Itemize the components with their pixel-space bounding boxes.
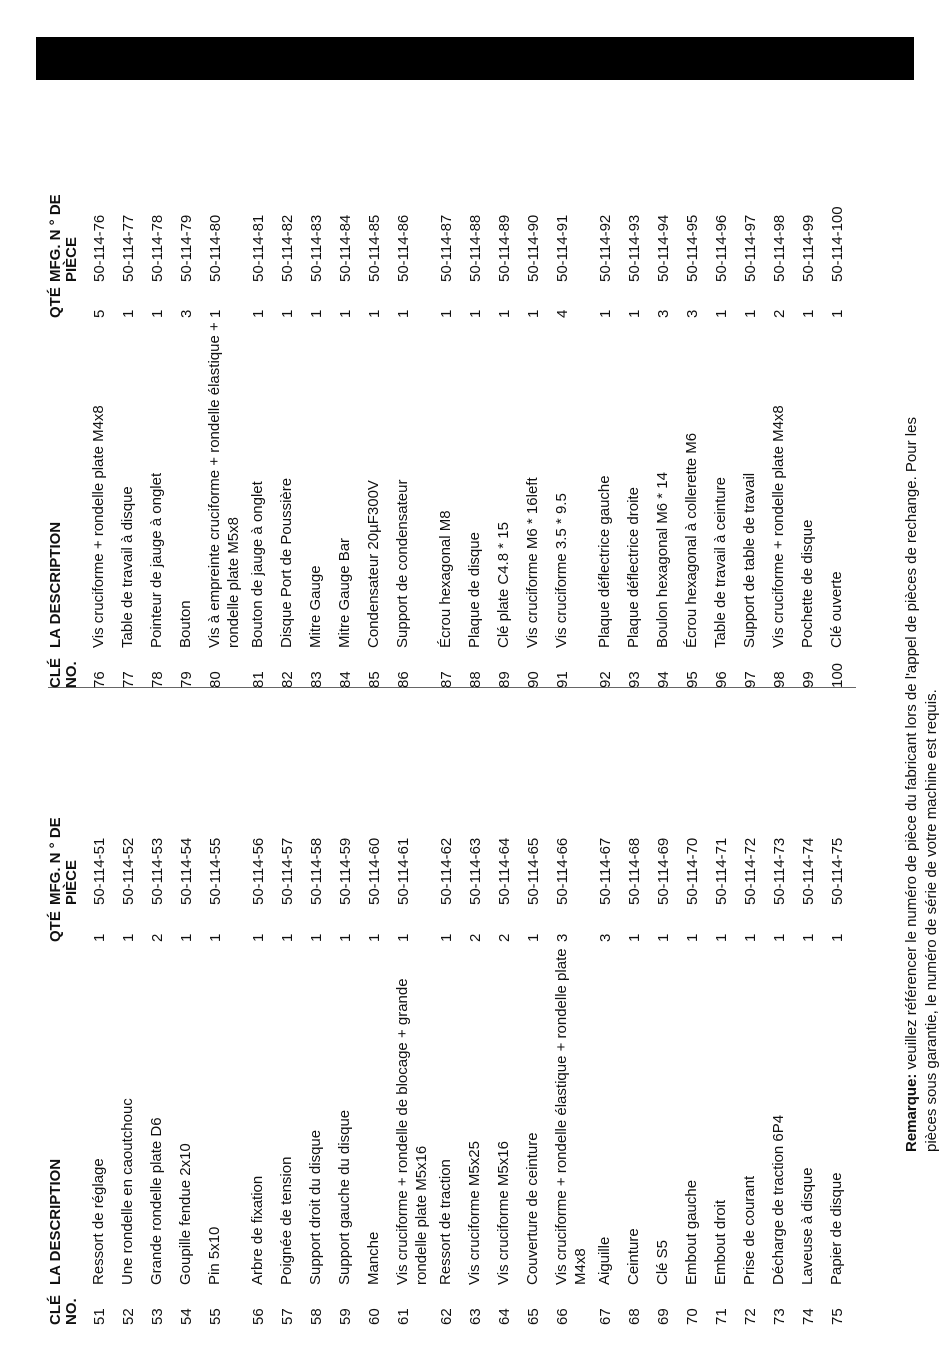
row-qty: 1: [742, 309, 759, 318]
row-part-number: 50-114-94: [655, 214, 672, 282]
row-description: Goupille fendue 2x10: [177, 1143, 194, 1285]
row-key: 80: [207, 671, 224, 688]
remark-label: Remarque:: [903, 1073, 920, 1152]
row-qty: 1: [91, 933, 108, 942]
row-key: 90: [525, 671, 542, 688]
row-key: 88: [467, 671, 484, 688]
row-qty: 3: [684, 309, 701, 318]
row-qty: 1: [525, 309, 542, 318]
row-part-number: 50-114-71: [713, 837, 730, 905]
row-description: Plaque de disque: [466, 532, 483, 648]
row-key: 61: [395, 1308, 412, 1325]
row-qty: 1: [626, 309, 643, 318]
row-key: 65: [525, 1308, 542, 1325]
row-description: Vis à empreinte cruciforme + rondelle élastique + rondelle plate M5x8: [206, 322, 242, 648]
row-key: 85: [366, 671, 383, 688]
row-part-number: 50-114-65: [525, 837, 542, 905]
row-key: 69: [655, 1308, 672, 1325]
row-part-number: 50-114-84: [337, 214, 354, 282]
row-part-number: 50-114-55: [207, 837, 224, 905]
row-qty: 1: [337, 309, 354, 318]
row-key: 77: [120, 671, 137, 688]
row-qty: 1: [337, 933, 354, 942]
row-part-number: 50-114-78: [149, 214, 166, 282]
row-description: Table de travail à disque: [119, 486, 136, 648]
row-qty: 1: [207, 933, 224, 942]
row-qty: 1: [149, 309, 166, 318]
row-key: 62: [438, 1308, 455, 1325]
row-description: Prise de courant: [741, 1175, 758, 1285]
row-key: 67: [597, 1308, 614, 1325]
row-qty: 1: [178, 933, 195, 942]
row-part-number: 50-114-72: [742, 837, 759, 905]
row-part-number: 50-114-79: [178, 214, 195, 282]
row-qty: 5: [91, 309, 108, 318]
row-key: 87: [438, 671, 455, 688]
row-key: 56: [250, 1308, 267, 1325]
row-key: 100: [829, 662, 846, 688]
row-part-number: 50-114-62: [438, 837, 455, 905]
header-part-number: MFG. N ° DE PIÈCE: [47, 817, 80, 905]
row-qty: 1: [207, 309, 224, 318]
row-description: Arbre de fixation: [249, 1175, 266, 1285]
row-qty: 3: [655, 309, 672, 318]
row-part-number: 50-114-61: [395, 837, 412, 905]
row-part-number: 50-114-58: [308, 837, 325, 905]
row-description: Poignée de tension: [278, 1156, 295, 1285]
row-description: Vis cruciforme 3.5 * 9.5: [553, 493, 570, 648]
row-description: Plaque déflectrice droite: [625, 487, 642, 648]
row-key: 81: [250, 671, 267, 688]
row-key: 70: [684, 1308, 701, 1325]
row-part-number: 50-114-52: [120, 837, 137, 905]
row-key: 83: [308, 671, 325, 688]
row-part-number: 50-114-69: [655, 837, 672, 905]
row-key: 73: [771, 1308, 788, 1325]
row-description: Table de travail à ceinture: [712, 477, 729, 648]
row-description: Vis cruciforme M6 * 16left: [524, 477, 541, 648]
row-key: 54: [178, 1308, 195, 1325]
row-part-number: 50-114-82: [279, 214, 296, 282]
row-part-number: 50-114-54: [178, 837, 195, 905]
row-description: Aiguille: [596, 1236, 613, 1285]
row-description: Une rondelle en caoutchouc: [119, 1098, 136, 1285]
row-description: Ressort de traction: [437, 1159, 454, 1285]
row-qty: 2: [467, 933, 484, 942]
row-key: 58: [308, 1308, 325, 1325]
remark-note: [902, 392, 942, 1152]
row-qty: 1: [279, 933, 296, 942]
row-description: Vis cruciforme + rondelle plate M4x8: [90, 405, 107, 648]
row-part-number: 50-114-92: [597, 214, 614, 282]
row-key: 82: [279, 671, 296, 688]
row-part-number: 50-114-53: [149, 837, 166, 905]
row-qty: 1: [438, 933, 455, 942]
row-description: Boulon hexagonal M6 * 14: [654, 472, 671, 648]
row-key: 63: [467, 1308, 484, 1325]
row-qty: 1: [771, 933, 788, 942]
row-key: 76: [91, 671, 108, 688]
row-key: 72: [742, 1308, 759, 1325]
row-key: 93: [626, 671, 643, 688]
row-description: Pointeur de jauge à onglet: [148, 472, 165, 648]
row-part-number: 50-114-75: [829, 837, 846, 905]
header-description: LA DESCRIPTION: [47, 521, 64, 648]
row-qty: 2: [496, 933, 513, 942]
header-qty: QTÉ: [47, 911, 64, 942]
row-description: Vis cruciforme M5x25: [466, 1141, 483, 1285]
row-qty: 1: [713, 309, 730, 318]
row-description: Laveuse à disque: [799, 1167, 816, 1285]
row-key: 84: [337, 671, 354, 688]
row-description: Vis cruciforme + rondelle plate M4x8: [770, 405, 787, 648]
header-description: LA DESCRIPTION: [47, 1158, 64, 1285]
row-description: Embout droit: [712, 1199, 729, 1285]
row-description: Écrou hexagonal M8: [437, 510, 454, 648]
row-description: Support de condensateur: [394, 479, 411, 648]
header-key: CLÉ NO.: [47, 658, 80, 688]
row-description: Vis cruciforme + rondelle de blocage + grande rondelle plate M5x16: [394, 978, 430, 1285]
row-qty: 1: [829, 309, 846, 318]
row-key: 59: [337, 1308, 354, 1325]
row-part-number: 50-114-77: [120, 214, 137, 282]
row-part-number: 50-114-91: [554, 214, 571, 282]
row-qty: 3: [597, 933, 614, 942]
row-part-number: 50-114-67: [597, 837, 614, 905]
row-qty: 1: [496, 309, 513, 318]
row-qty: 3: [178, 309, 195, 318]
row-key: 89: [496, 671, 513, 688]
row-part-number: 50-114-80: [207, 214, 224, 282]
row-description: Couverture de ceinture: [524, 1132, 541, 1285]
row-qty: 1: [438, 309, 455, 318]
row-qty: 1: [800, 309, 817, 318]
row-description: Condensateur 20µF300V: [365, 480, 382, 648]
row-part-number: 50-114-73: [771, 837, 788, 905]
row-qty: 1: [742, 933, 759, 942]
row-description: Vis cruciforme + rondelle élastique + rondelle plate M4x8: [553, 948, 589, 1285]
header-qty: QTÉ: [47, 287, 64, 318]
row-description: Bouton: [177, 600, 194, 648]
row-key: 98: [771, 671, 788, 688]
row-description: Plaque déflectrice gauche: [596, 475, 613, 648]
row-description: Manche: [365, 1231, 382, 1285]
remark-text: veuillez référencer le numéro de pièce du fabricant lors de l'appel de pièces de rechange. Pour les pièces sous garantie, le numéro de série de votre machine est requis.: [903, 417, 940, 1152]
row-part-number: 50-114-66: [554, 837, 571, 905]
row-qty: 2: [149, 933, 166, 942]
row-key: 86: [395, 671, 412, 688]
row-qty: 1: [713, 933, 730, 942]
row-qty: 1: [395, 309, 412, 318]
row-part-number: 50-114-76: [91, 214, 108, 282]
row-qty: 1: [597, 309, 614, 318]
row-key: 55: [207, 1308, 224, 1325]
row-qty: 1: [395, 933, 412, 942]
row-qty: 1: [525, 933, 542, 942]
row-description: Support gauche du disque: [336, 1109, 353, 1285]
row-part-number: 50-114-99: [800, 214, 817, 282]
row-part-number: 50-114-97: [742, 214, 759, 282]
row-description: Bouton de jauge à onglet: [249, 481, 266, 648]
row-part-number: 50-114-83: [308, 214, 325, 282]
row-key: 51: [91, 1308, 108, 1325]
row-qty: 1: [308, 933, 325, 942]
row-key: 92: [597, 671, 614, 688]
row-part-number: 50-114-57: [279, 837, 296, 905]
row-key: 68: [626, 1308, 643, 1325]
header-key: CLÉ NO.: [47, 1295, 80, 1325]
row-description: Papier de disque: [828, 1172, 845, 1285]
row-description: Embout gauche: [683, 1179, 700, 1285]
row-part-number: 50-114-60: [366, 837, 383, 905]
row-key: 97: [742, 671, 759, 688]
row-qty: 4: [554, 309, 571, 318]
row-key: 79: [178, 671, 195, 688]
row-key: 75: [829, 1308, 846, 1325]
row-part-number: 50-114-89: [496, 214, 513, 282]
row-qty: 3: [554, 933, 571, 942]
row-qty: 1: [684, 933, 701, 942]
row-key: 64: [496, 1308, 513, 1325]
row-qty: 1: [655, 933, 672, 942]
row-key: 60: [366, 1308, 383, 1325]
row-description: Pin 5x10: [206, 1226, 223, 1285]
row-part-number: 50-114-86: [395, 214, 412, 282]
row-description: Clé ouverte: [828, 571, 845, 648]
row-part-number: 50-114-63: [467, 837, 484, 905]
row-part-number: 50-114-88: [467, 214, 484, 282]
row-qty: 1: [250, 309, 267, 318]
row-description: Pochette de disque: [799, 519, 816, 648]
row-part-number: 50-114-64: [496, 837, 513, 905]
row-qty: 1: [467, 309, 484, 318]
row-description: Vis cruciforme M5x16: [495, 1141, 512, 1285]
row-part-number: 50-114-96: [713, 214, 730, 282]
row-qty: 1: [626, 933, 643, 942]
row-description: Mitre Gauge: [307, 565, 324, 648]
header-part-number: MFG. N ° DE PIÈCE: [47, 194, 80, 282]
row-part-number: 50-114-95: [684, 214, 701, 282]
row-description: Clé S5: [654, 1239, 671, 1285]
row-part-number: 50-114-81: [250, 214, 267, 282]
row-part-number: 50-114-68: [626, 837, 643, 905]
row-description: Clé plate C4.8 * 15: [495, 522, 512, 648]
row-part-number: 50-114-56: [250, 837, 267, 905]
row-key: 71: [713, 1308, 730, 1325]
row-part-number: 50-114-100: [829, 206, 846, 282]
row-part-number: 50-114-59: [337, 837, 354, 905]
row-qty: 1: [800, 933, 817, 942]
row-description: Ceinture: [625, 1228, 642, 1285]
row-qty: 1: [366, 933, 383, 942]
row-part-number: 50-114-93: [626, 214, 643, 282]
row-part-number: 50-114-90: [525, 214, 542, 282]
row-qty: 1: [829, 933, 846, 942]
row-qty: 1: [120, 933, 137, 942]
row-description: Support droit du disque: [307, 1129, 324, 1285]
row-qty: 1: [120, 309, 137, 318]
row-qty: 2: [771, 309, 788, 318]
row-description: Écrou hexagonal à collerette M6: [683, 432, 700, 648]
row-part-number: 50-114-74: [800, 837, 817, 905]
row-key: 95: [684, 671, 701, 688]
row-key: 74: [800, 1308, 817, 1325]
row-description: Ressort de réglage: [90, 1158, 107, 1285]
row-key: 57: [279, 1308, 296, 1325]
row-qty: 1: [308, 309, 325, 318]
row-qty: 1: [366, 309, 383, 318]
row-part-number: 50-114-70: [684, 837, 701, 905]
row-description: Mitre Gauge Bar: [336, 537, 353, 648]
row-key: 91: [554, 671, 571, 688]
row-key: 66: [554, 1308, 571, 1325]
row-part-number: 50-114-98: [771, 214, 788, 282]
row-description: Support de table de travail: [741, 472, 758, 648]
row-part-number: 50-114-85: [366, 214, 383, 282]
row-key: 53: [149, 1308, 166, 1325]
row-description: Grande rondelle plate D6: [148, 1117, 165, 1285]
row-part-number: 50-114-87: [438, 214, 455, 282]
row-description: Décharge de traction 6P4: [770, 1114, 787, 1285]
row-qty: 1: [279, 309, 296, 318]
row-key: 94: [655, 671, 672, 688]
row-qty: 1: [250, 933, 267, 942]
row-key: 78: [149, 671, 166, 688]
row-key: 99: [800, 671, 817, 688]
row-key: 52: [120, 1308, 137, 1325]
row-description: Disque Port de Poussière: [278, 477, 295, 648]
row-key: 96: [713, 671, 730, 688]
row-part-number: 50-114-51: [91, 837, 108, 905]
